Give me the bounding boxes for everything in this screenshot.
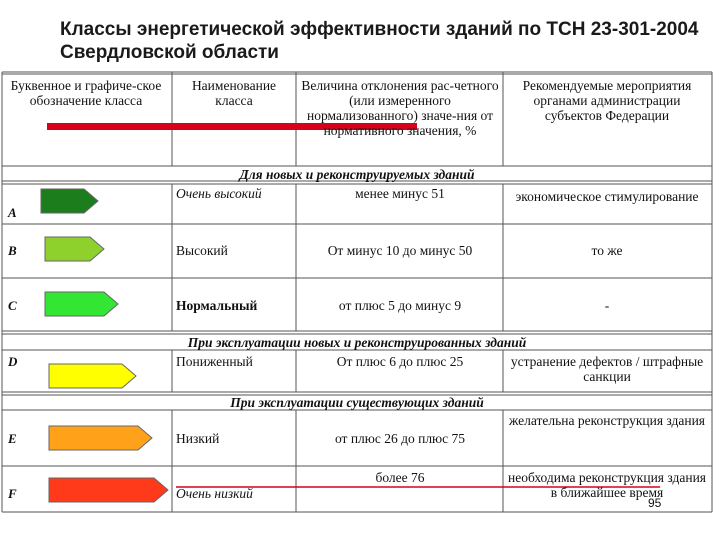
measures-c: - xyxy=(604,298,610,313)
class-arrow-d xyxy=(48,363,138,389)
class-name-f: Очень низкий xyxy=(176,486,253,501)
class-name-e: Низкий xyxy=(176,431,220,446)
class-name-a: Очень высокий xyxy=(176,186,262,201)
measures-a: экономическое стимулирование xyxy=(515,189,699,204)
class-name-d: Пониженный xyxy=(176,354,253,369)
deviation-b: От минус 10 до минус 50 xyxy=(327,243,473,258)
section-operation-existing: При эксплуатации существующих зданий xyxy=(230,395,484,410)
deviation-c: от плюс 5 до минус 9 xyxy=(338,298,462,313)
header-col4: Рекомендуемые мероприятия органами администрации субъектов Федерации xyxy=(522,78,692,123)
class-arrow-a xyxy=(40,188,100,214)
section-new: Для новых и реконструируемых зданий xyxy=(239,167,475,182)
class-letter-e: E xyxy=(8,431,17,446)
class-arrow-e xyxy=(48,425,154,451)
header-col2: Наименование класса xyxy=(191,78,277,108)
deviation-f: более 76 xyxy=(375,470,425,485)
deviation-e: от плюс 26 до плюс 75 xyxy=(334,431,466,446)
class-letter-b: B xyxy=(8,243,17,258)
section-operation-new: При эксплуатации новых и реконструированных зданий xyxy=(187,335,527,350)
measures-e: желательна реконструкция здания xyxy=(508,413,706,428)
measures-b: то же xyxy=(591,243,623,258)
class-name-b: Высокий xyxy=(176,243,228,258)
class-arrow-c xyxy=(44,291,120,317)
class-letter-a: A xyxy=(8,205,17,220)
class-letter-f: F xyxy=(8,486,17,501)
page-number: 95 xyxy=(648,496,662,510)
header-col3: Величина отклонения рас-четного (или измеренного нормализованного) значе-ния от нормативного значения, % xyxy=(301,78,499,138)
class-arrow-f xyxy=(48,477,170,503)
class-arrow-b xyxy=(44,236,106,262)
measures-d: устранение дефектов / штрафные санкции xyxy=(510,354,704,384)
deviation-a: менее минус 51 xyxy=(355,186,445,201)
deviation-d: От плюс 6 до плюс 25 xyxy=(336,354,464,369)
page-title: Классы энергетической эффективности зданий по ТСН 23-301-2004 Свердловской области xyxy=(60,19,699,63)
class-name-c: Нормальный xyxy=(176,298,258,313)
header-col1: Буквенное и графиче-ское обозначение класса xyxy=(10,78,162,108)
class-letter-d: D xyxy=(8,354,18,369)
class-letter-c: C xyxy=(8,298,17,313)
measures-f: необходима реконструкция здания в ближайшее время xyxy=(508,470,706,500)
